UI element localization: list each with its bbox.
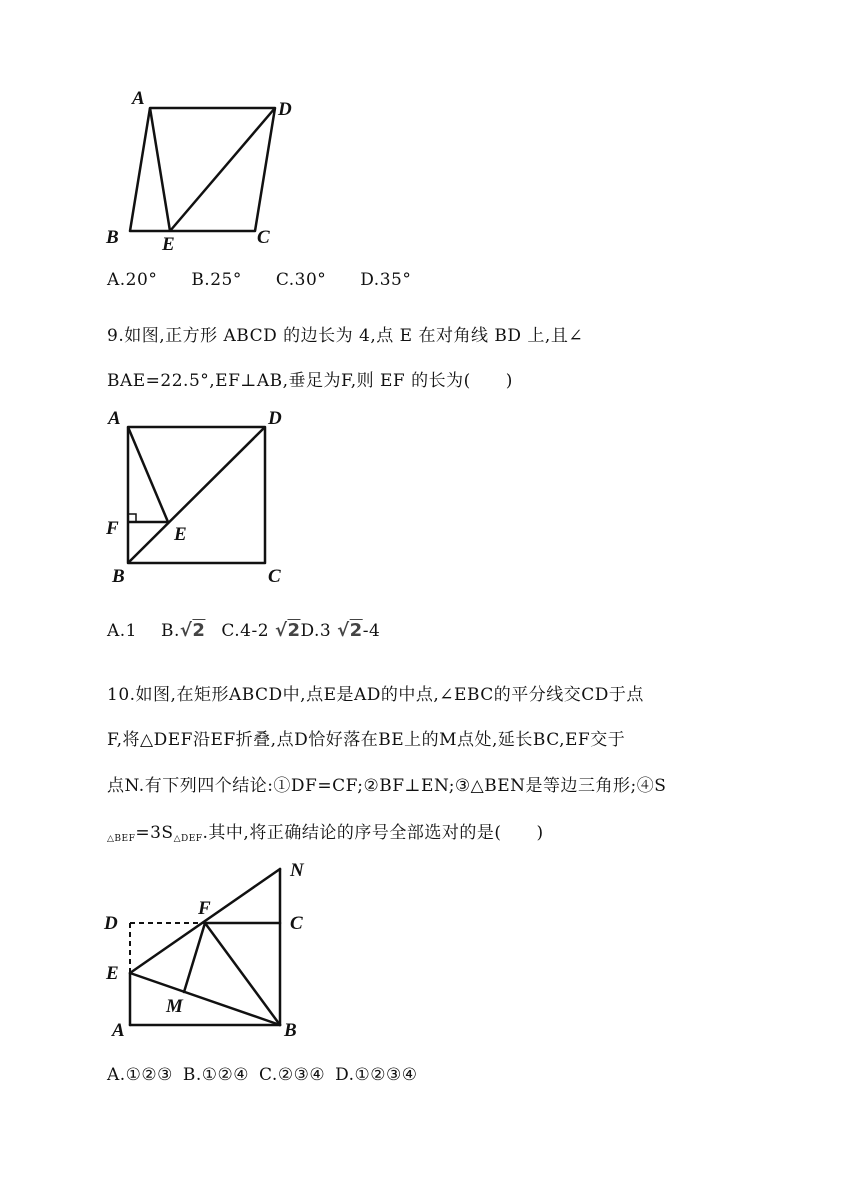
option-a: A.1 (107, 621, 137, 641)
line4-rest: .其中,将正确结论的序号全部选对的是( ) (202, 823, 544, 843)
option-d: D.①②③④ (335, 1065, 418, 1085)
label-f: F (198, 898, 211, 919)
sqrt-radicand: 2 (192, 620, 206, 641)
label-m: M (166, 996, 183, 1017)
q8-options (107, 270, 411, 290)
sqrt-sign: √ (274, 620, 288, 641)
label-b: B (106, 227, 119, 248)
option-c: C.②③④ (259, 1065, 326, 1085)
option-d: D.35° (360, 270, 412, 290)
option-d-prefix: D.3 (300, 621, 332, 641)
segment-fb (205, 923, 280, 1025)
option-a: A.①②③ (107, 1065, 173, 1085)
q9-text-line-1: 9.如图,正方形 ABCD 的边长为 4,点 E 在对角线 BD 上,且∠ (107, 326, 584, 346)
subscript-def: △DEF (173, 834, 203, 844)
q9-options (107, 620, 380, 641)
label-a: A (108, 408, 121, 429)
option-b: B.25° (191, 270, 242, 290)
segment-en (130, 869, 280, 973)
figure-q9-square (100, 400, 300, 590)
label-b: B (284, 1020, 297, 1041)
sqrt-radicand: 2 (349, 620, 363, 641)
figure-q8-parallelogram (100, 80, 320, 255)
label-c: C (257, 227, 270, 248)
label-c: C (290, 913, 303, 934)
subscript-bef: △BEF (107, 834, 136, 844)
label-e: E (106, 963, 119, 984)
sqrt-two (275, 620, 301, 641)
label-d: D (268, 408, 282, 429)
diagonal-bd (128, 427, 265, 563)
option-b-prefix: B. (161, 621, 180, 641)
q10-text-line-3: 点N.有下列四个结论:①DF=CF;②BF⊥EN;③△BEN是等边三角形;④S (107, 776, 667, 796)
q10-text-line-2: F,将△DEF沿EF折叠,点D恰好落在BE上的M点处,延长BC,EF交于 (107, 730, 626, 750)
label-a: A (112, 1020, 125, 1041)
line4-mid: =3S (135, 823, 174, 843)
option-c-prefix: C.4-2 (221, 621, 270, 641)
sqrt-radicand: 2 (287, 620, 301, 641)
label-e: E (162, 234, 175, 255)
segment-eb (130, 973, 280, 1025)
label-d: D (278, 99, 292, 120)
segment-ae (150, 108, 170, 231)
q10-text-line-1: 10.如图,在矩形ABCD中,点E是AD的中点,∠EBC的平分线交CD于点 (107, 685, 644, 705)
option-c (221, 621, 300, 641)
option-b (161, 621, 205, 641)
option-c: C.30° (275, 270, 327, 290)
option-b: B.①②④ (182, 1065, 250, 1085)
option-a: A.20° (107, 270, 158, 290)
sqrt-sign: √ (337, 620, 350, 641)
q10-text-line-4 (107, 818, 544, 844)
label-d: D (104, 913, 118, 934)
q10-options (107, 1065, 417, 1085)
label-f: F (106, 518, 119, 539)
sqrt-two (337, 620, 363, 641)
label-e: E (174, 524, 187, 545)
label-c: C (268, 566, 281, 587)
label-n: N (290, 860, 304, 881)
sqrt-sign: √ (179, 620, 193, 641)
option-d (301, 621, 381, 641)
option-d-suffix: -4 (362, 621, 381, 641)
segment-ae (128, 427, 168, 522)
q9-text-line-2: BAE=22.5°,EF⊥AB,垂足为F,则 EF 的长为( ) (107, 371, 513, 391)
label-a: A (132, 88, 145, 109)
sqrt-two (180, 620, 206, 641)
figure-q10-rectangle (100, 855, 320, 1045)
label-b: B (112, 566, 125, 587)
